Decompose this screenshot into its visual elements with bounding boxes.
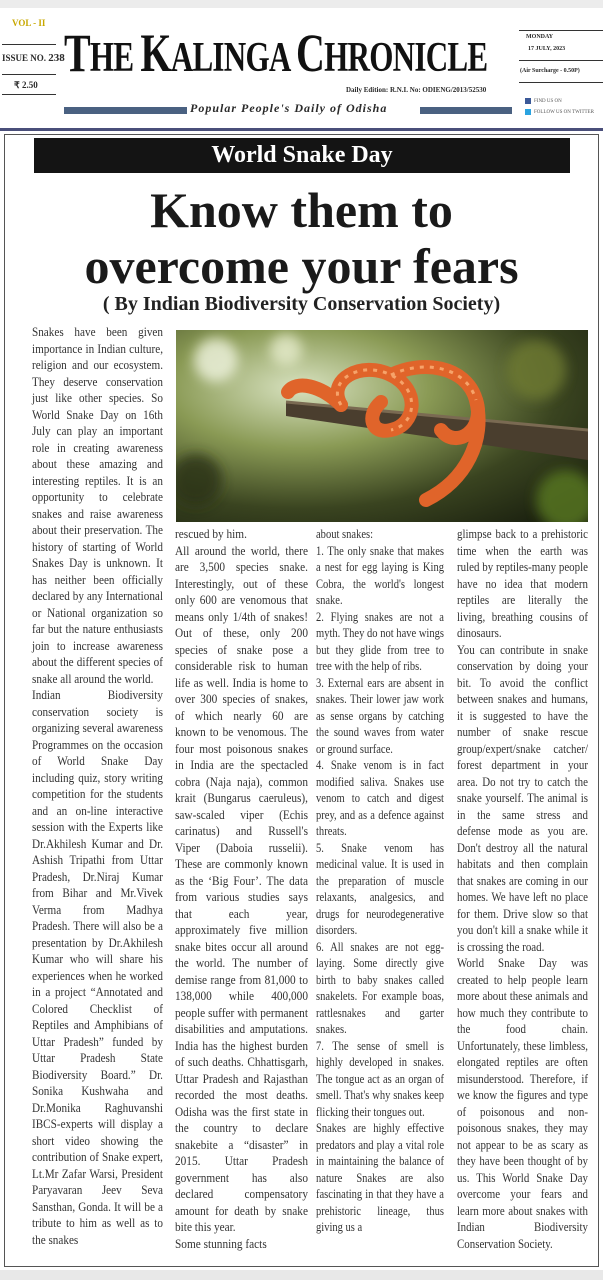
title-part: C: [295, 23, 325, 83]
issue-value: 238: [48, 52, 65, 64]
issue-label: ISSUE NO.: [2, 53, 47, 63]
divider: [2, 44, 56, 45]
air-surcharge: (Air Surcharge - 0.50P): [520, 68, 580, 74]
date: 17 JULY, 2023: [528, 46, 566, 52]
fact-item: 1. The only snake that makes a nest for egg laying is King Cobra, the world's longest snake.: [316, 542, 444, 607]
byline: ( By Indian Biodiversity Conservation Society): [102, 293, 501, 315]
weekday: MONDAY: [526, 34, 554, 40]
tagline-bar: [64, 107, 187, 114]
issue-number: [2, 52, 65, 64]
fact-item: 2. Flying snakes are not a myth. They do not have wings but they glide from tree to tree with the help of ribs.: [316, 608, 444, 673]
masthead: [0, 8, 603, 128]
title-part: HRONICLE: [324, 35, 488, 81]
headline-line-2: overcome your fears: [84, 238, 519, 294]
paragraph: All around the world, there are 3,500 species snake. Interestingly, out of these only 600 are venomous that means only 1/4th of snakes! Out of these, only 200 species of snake pose a considerable risk to human life as well. India is home to over 300 species of snakes, of which nearly 60 are known to be venomous. The four most poisonous snakes in India are the spectacled cobra (Naja naja), common krait (Bungarus caeruleus), saw-scaled viper (Echis carinatus) and Russell's Viper (Daboia russelii). These are commonly known as the ‘Big Four’. The data from various studies says that each year, approximately five million snake bites occur all around the world. The number of demise range from 81,000 to 138,000 while 400,000 people suffer with permanent disabilities and amputations. India has the highest burden of such deaths. Chhattisgarh, Uttar Pradesh and Rajasthan recorded the most deaths. Odisha was the first state in the country to declare snakebite a “disaster” in 2015. Uttar Pradesh government has also declared compensatory amount for death by snake bite this year.: [175, 542, 308, 1234]
divider: [519, 30, 603, 31]
section-banner: World Snake Day: [34, 138, 570, 173]
divider: [2, 94, 56, 95]
header-separator: [0, 128, 603, 131]
fact-item: 6. All snakes are not egg-laying. Some directly give birth to baby snakes called snakelets. For example boas, rattlesnakes and garter snakes.: [316, 938, 444, 1036]
column-2: [175, 526, 308, 1252]
title-part: T: [64, 23, 90, 83]
twitter-link[interactable]: FOLLOW US ON TWITTER: [534, 110, 594, 116]
paragraph: World Snake Day was created to help people learn more about these animals and how much they contribute to the food chain. Unfortunately, these limbless, elongated reptiles are often misunderstood. Therefore, if we know the figures and type of poisonous and non-poisonous snakes, they may not appear to be as scary as they have been thought of by us. This World Snake Day overcome your fears and learn more about snakes with Indian Biodiversity Conservation Society.: [457, 955, 588, 1251]
snake-photo: [176, 330, 588, 522]
facebook-link[interactable]: FIND US ON: [534, 99, 562, 105]
headline-line-1: Know them to: [150, 182, 453, 238]
paragraph: Some stunning facts: [175, 1235, 267, 1251]
column-3: [316, 526, 444, 1236]
volume: VOL - II: [12, 18, 46, 28]
paragraph: Indian Biodiversity conservation society is organizing several awareness Programmes on the occasion of World Snake Day including quiz, story writing competition for the students and an on-line interactive session with the Experts like Dr.Akhilesh Kumar and Dr. Ashish Tripathi from Uttar Pradesh, Dr.Niraj Kumar from Bihar and Mr.Vivek Verma from Madhya Pradesh. There will also be a presentation by Dr.Akhilesh Kumar who will share his experiences when he worked in a project “Annotated and Colored Checklist of Reptiles and Amphibians of Uttar Pradesh” funded by Uttar Pradesh State Biodiversity Board.” Dr. Sonika Kushwaha and Dr.Monika Raghuvanshi IBCS-experts will display a short video showing the contribution of Snake expert, Lt.Mr Zafar Warsi, President Paryavaran Jeev Seva Sansthan, Gonda. It will be a tribute to him as well as to the snakes: [32, 687, 163, 1247]
newspaper-title: [64, 23, 488, 83]
twitter-icon: [525, 109, 531, 115]
paragraph: You can contribute in snake conservation by doing your bit. To avoid the conflict between snakes and humans, it is suggested to have the number of snake rescue group/expert/snake catcher/ forest department in your area. Do not try to catch the snake yourself. The animal is in the same stress and defense mode as you are. Don't destroy all the natural habitats and then complain that snakes are coming in our homes. We have left no place for them. Drive slow so that you don't kill a snake while it is crossing the road.: [457, 641, 588, 954]
divider: [519, 60, 603, 61]
paragraph: rescued by him.: [175, 526, 247, 541]
fact-item: 4. Snake venom is in fact modified saliva. Snakes use venom to catch and digest prey, and as a defence against threats.: [316, 757, 444, 838]
facebook-icon: [525, 98, 531, 104]
tagline-bar: [420, 107, 512, 114]
price: ₹ 2.50: [14, 80, 38, 90]
fact-item: 7. The sense of smell is highly developed in snakes. The tongue act as an organ of smell. That's why snakes keep flicking their tongues out.: [316, 1037, 444, 1119]
divider: [2, 74, 56, 75]
fact-item: 3. External ears are absent in snakes. Their lower jaw work as sense organs by catching the sound waves from water or ground surface.: [316, 674, 444, 756]
tagline: Popular People's Daily of Odisha: [190, 101, 388, 115]
divider: [519, 82, 603, 83]
title-part: ALINGA: [170, 35, 296, 81]
top-strip: [0, 0, 603, 8]
column-4: [457, 526, 588, 1252]
paragraph: glimpse back to a prehistoric time when the earth was ruled by reptiles-many people have no idea that modern reptiles are literally the living, breathing cousins of dinosaurs.: [457, 526, 588, 640]
title-part: HE: [89, 35, 141, 81]
paragraph: about snakes:: [316, 526, 374, 541]
title-part: K: [140, 23, 171, 83]
paragraph: Snakes have been given importance in Indian culture, religion and our ecosystem. They deserve conservation just like other species. So World Snake Day on 16th July can play an important role in creating awareness about these amazing and interesting reptiles. It is an opportunity to celebrate snakes and raise awareness about their preservation. The history of starting of World Snakes Day is unknown. It has neither been officially declared by any International or National organization so far but the nature enthusiasts join to increase awareness about the different species of snake all around the world.: [32, 324, 163, 686]
social-links: [525, 98, 594, 116]
rni-number: Daily Edition: R.N.I. No: ODIENG/2013/52530: [346, 86, 487, 94]
paragraph: Snakes are highly effective predators and play a vital role in maintaining the balance of nature Snakes are also fascinating in that they have a prehistoric lineage, thus giving us a: [316, 1120, 444, 1234]
fact-item: 5. Snake venom has medicinal value. It is used in the preparation of muscle relaxants, analgesics, and drugs for neurodegenerative disorders.: [316, 839, 444, 937]
bottom-strip: [0, 1270, 603, 1280]
column-1: [32, 324, 163, 1248]
